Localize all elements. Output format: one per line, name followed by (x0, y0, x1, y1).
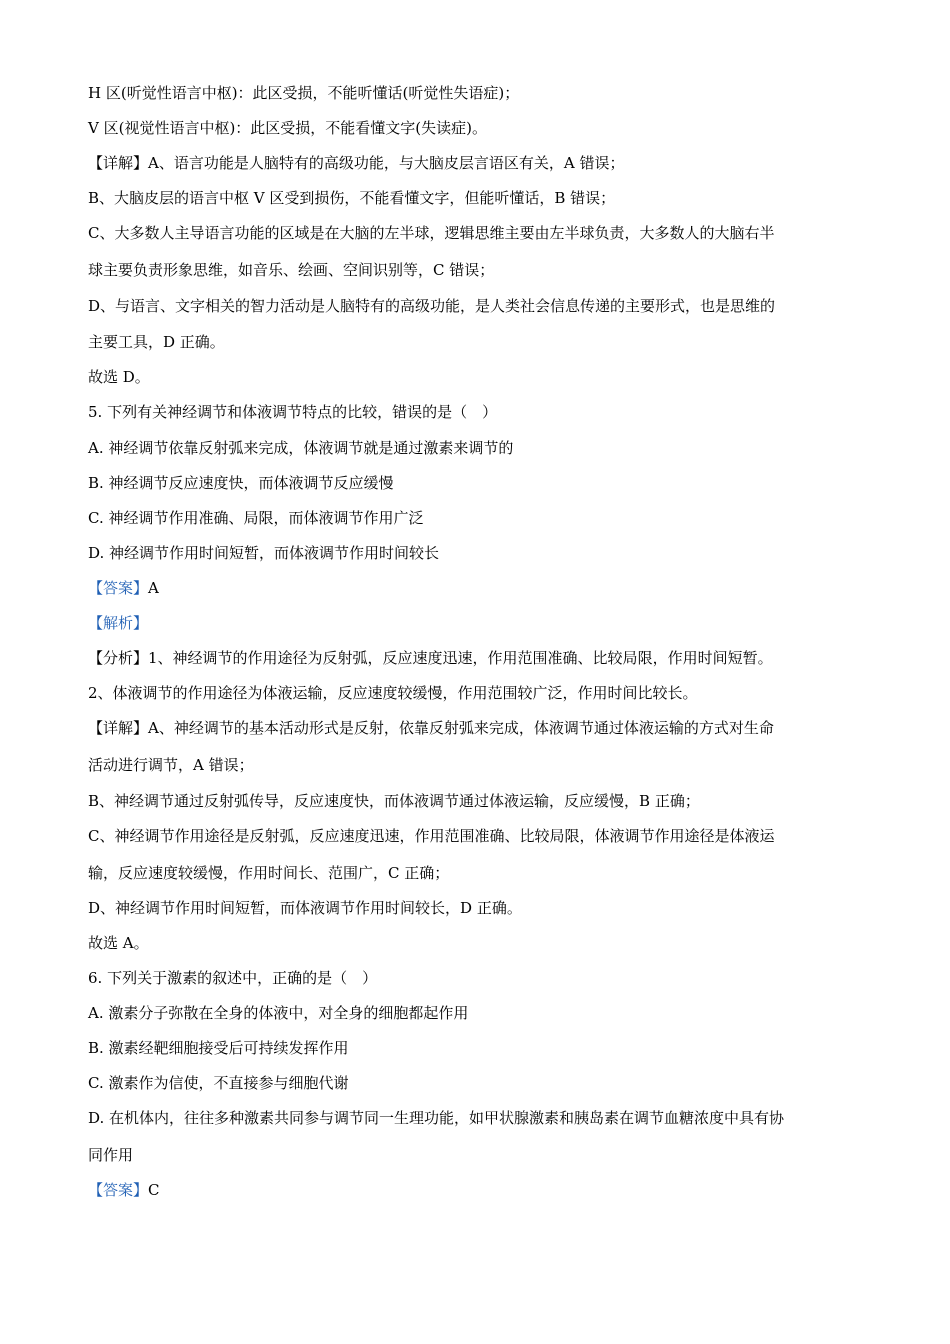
text-line (88, 863, 868, 883)
text-line (88, 791, 868, 811)
answer-tag: 【答案】 (88, 579, 149, 597)
detail-tag: 【详解】 (88, 719, 149, 737)
option-d (88, 543, 868, 563)
question-text: 5. 下列有关神经调节和体液调节特点的比较，错误的是（ ） (88, 403, 498, 421)
text-line (88, 188, 868, 208)
option-text: D. 在机体内，往往多种激素共同参与调节同一生理功能，如甲状腺激素和胰岛素在调节血糖浓度中具有协 (88, 1109, 785, 1127)
answer-value: A (148, 579, 159, 597)
line-text: C、大多数人主导语言功能的区域是在大脑的左半球，逻辑思维主要由左半球负责，大多数人的大脑右半 (88, 224, 775, 242)
answer-tag: 【答案】 (88, 1181, 149, 1199)
line-text: 故选 A。 (88, 934, 149, 952)
text-line (88, 933, 868, 953)
answer-line (88, 1180, 868, 1200)
analysis-heading (88, 613, 868, 633)
line-text: 1、神经调节的作用途径为反射弧，反应速度迅速，作用范围准确、比较局限，作用时间短暂。 (148, 649, 773, 667)
answer-value: C (148, 1181, 160, 1199)
line-text: 输，反应速度较缓慢，作用时间长、范围广，C 正确； (88, 864, 450, 882)
analysis-tag: 【解析】 (88, 614, 149, 632)
line-text: B、大脑皮层的语言中枢 V 区受到损伤，不能看懂文字，但能听懂话，B 错误； (88, 189, 616, 207)
line-text: H 区(听觉性语言中枢)：此区受损，不能听懂话(听觉性失语症)； (88, 84, 520, 102)
option-c (88, 508, 868, 528)
question-text: 6. 下列关于激素的叙述中，正确的是（ ） (88, 969, 378, 987)
text-line (88, 683, 868, 703)
text-line (88, 118, 868, 138)
analysis-sub-tag: 【分析】 (88, 649, 149, 667)
text-line (88, 332, 868, 352)
option-c (88, 1073, 868, 1093)
option-a (88, 438, 868, 458)
option-text: C. 激素作为信使，不直接参与细胞代谢 (88, 1074, 349, 1092)
option-a (88, 1003, 868, 1023)
text-line (88, 1145, 868, 1165)
option-text: A. 激素分子弥散在全身的体液中，对全身的细胞都起作用 (88, 1004, 469, 1022)
line-text: 同作用 (88, 1146, 134, 1164)
option-text: B. 激素经靶细胞接受后可持续发挥作用 (88, 1039, 349, 1057)
text-line (88, 755, 868, 775)
text-line (88, 296, 868, 316)
text-line (88, 83, 868, 103)
question-6 (88, 968, 868, 988)
line-text: 主要工具，D 正确。 (88, 333, 225, 351)
option-text: A. 神经调节依靠反射弧来完成，体液调节就是通过激素来调节的 (88, 439, 514, 457)
detail-tag: 【详解】 (88, 154, 149, 172)
line-text: A、神经调节的基本活动形式是反射，依靠反射弧来完成，体液调节通过体液运输的方式对生命 (148, 719, 774, 737)
line-text: D、与语言、文字相关的智力活动是人脑特有的高级功能，是人类社会信息传递的主要形式，也是思维的 (88, 297, 776, 315)
line-text: B、神经调节通过反射弧传导，反应速度快，而体液调节通过体液运输，反应缓慢，B 正确； (88, 792, 700, 810)
option-text: B. 神经调节反应速度快，而体液调节反应缓慢 (88, 474, 394, 492)
question-5 (88, 402, 868, 422)
line-text: C、神经调节作用途径是反射弧，反应速度迅速，作用范围准确、比较局限，体液调节作用途径是体液运 (88, 827, 775, 845)
answer-line (88, 578, 868, 598)
analysis-line (88, 648, 868, 668)
line-text: A、语言功能是人脑特有的高级功能，与大脑皮层言语区有关，A 错误； (148, 154, 625, 172)
line-text: D、神经调节作用时间短暂，而体液调节作用时间较长，D 正确。 (88, 899, 522, 917)
text-line (88, 898, 868, 918)
text-line (88, 826, 868, 846)
text-line (88, 367, 868, 387)
detail-line (88, 718, 868, 738)
text-line (88, 260, 868, 280)
line-text: 2、体液调节的作用途径为体液运输，反应速度较缓慢，作用范围较广泛，作用时间比较长。 (88, 684, 698, 702)
option-b (88, 1038, 868, 1058)
line-text: 活动进行调节，A 错误； (88, 756, 254, 774)
option-text: C. 神经调节作用准确、局限，而体液调节作用广泛 (88, 509, 424, 527)
line-text: V 区(视觉性语言中枢)：此区受损，不能看懂文字(失读症)。 (88, 119, 488, 137)
option-d (88, 1108, 868, 1128)
detail-line (88, 153, 868, 173)
text-line (88, 223, 868, 243)
line-text: 球主要负责形象思维，如音乐、绘画、空间识别等，C 错误； (88, 261, 495, 279)
option-text: D. 神经调节作用时间短暂，而体液调节作用时间较长 (88, 544, 440, 562)
option-b (88, 473, 868, 493)
line-text: 故选 D。 (88, 368, 150, 386)
